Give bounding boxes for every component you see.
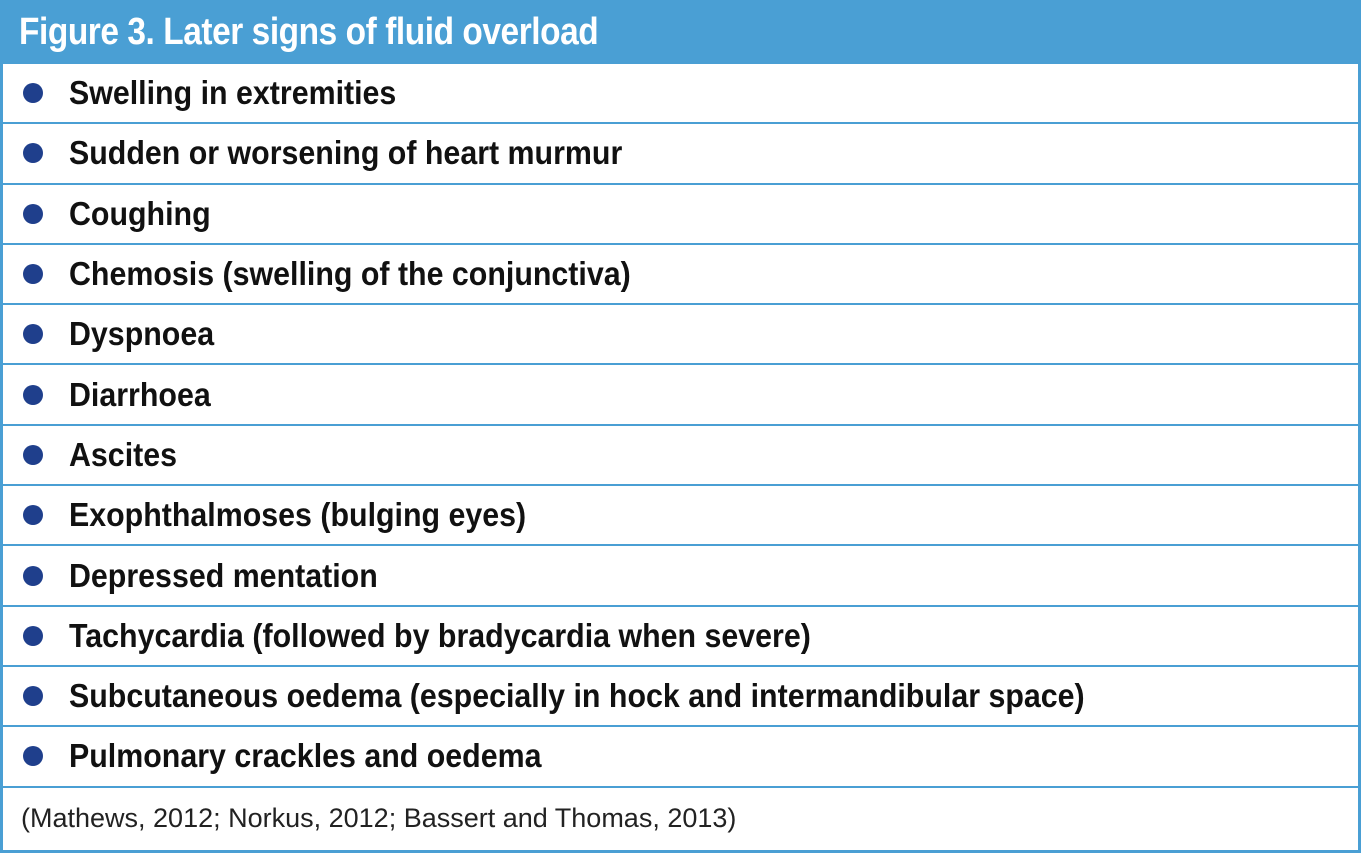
bullet-icon [23,626,43,646]
bullet-icon [23,505,43,525]
list-item-label: Coughing [69,194,211,232]
list-item [3,185,1358,245]
list-item [3,426,1358,486]
list-item-label: Chemosis (swelling of the conjunctiva) [69,255,631,293]
signs-list [3,64,1358,788]
list-item [3,546,1358,606]
list-item-label: Diarrhoea [69,375,211,413]
citation-footer [3,788,1358,850]
list-item [3,607,1358,667]
list-item [3,667,1358,727]
bullet-icon [23,445,43,465]
list-item [3,124,1358,184]
list-item-label: Sudden or worsening of heart murmur [69,134,623,172]
bullet-icon [23,324,43,344]
list-item [3,486,1358,546]
list-item-label: Dyspnoea [69,315,215,353]
list-item [3,64,1358,124]
list-item-label: Depressed mentation [69,556,378,594]
bullet-icon [23,385,43,405]
list-item-label: Tachycardia (followed by bradycardia when severe) [69,616,811,654]
list-item-label: Pulmonary crackles and oedema [69,737,542,775]
list-item [3,305,1358,365]
list-item-label: Ascites [69,435,178,473]
bullet-icon [23,264,43,284]
bullet-icon [23,746,43,766]
bullet-icon [23,143,43,163]
list-item-label: Exophthalmoses (bulging eyes) [69,496,527,534]
list-item [3,365,1358,425]
bullet-icon [23,83,43,103]
bullet-icon [23,566,43,586]
list-item [3,727,1358,787]
citation-text: (Mathews, 2012; Norkus, 2012; Bassert and Thomas, 2013) [21,803,737,834]
bullet-icon [23,204,43,224]
list-item-label: Swelling in extremities [69,74,397,112]
list-item-label: Subcutaneous oedema (especially in hock and intermandibular space) [69,677,1085,715]
figure-header [3,0,1358,64]
list-item [3,245,1358,305]
figure-title: Figure 3. Later signs of fluid overload [19,10,599,53]
bullet-icon [23,686,43,706]
